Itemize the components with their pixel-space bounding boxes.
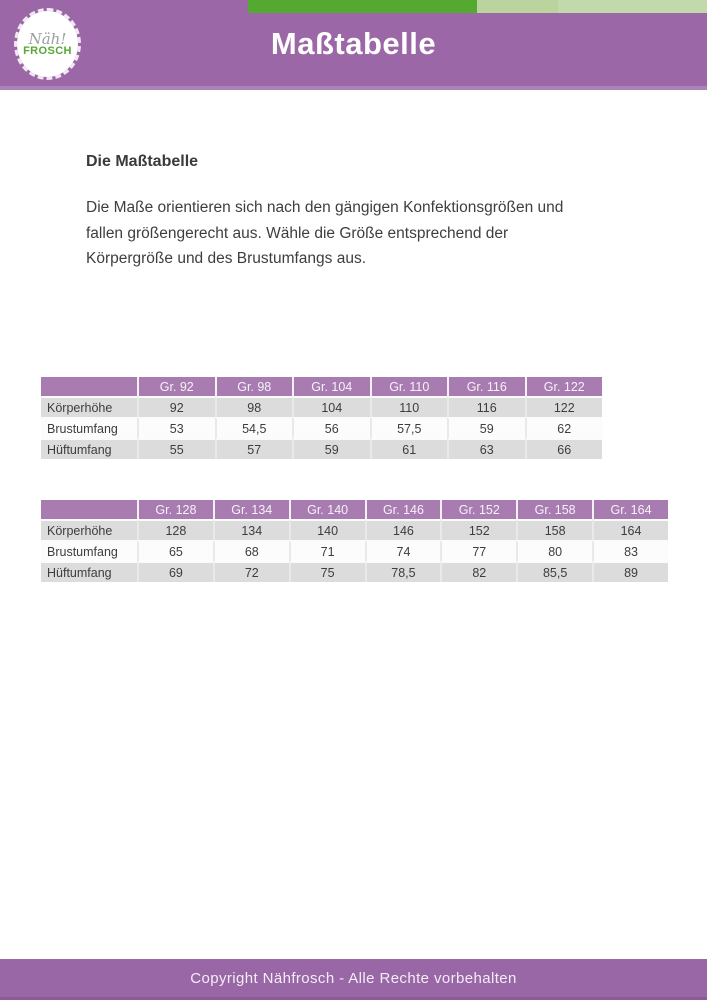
logo-script-text: Näh!	[28, 29, 67, 48]
intro-paragraph: Die Maße orientieren sich nach den gängigen Konfektionsgrößen und fallen größengerecht aus. Wähle die Größe entsprechend der Körpergröße und des Brustumfangs aus.	[86, 199, 564, 267]
measure-cell: 57,5	[370, 417, 448, 438]
page-header	[0, 0, 707, 86]
measure-cell: 59	[447, 417, 525, 438]
row-label: Brustumfang	[41, 540, 137, 561]
measure-cell: 54,5	[215, 417, 293, 438]
size-column-header: Gr. 110	[370, 377, 448, 396]
size-column-header: Gr. 104	[292, 377, 370, 396]
page-title: Maßtabelle	[270, 26, 437, 61]
size-column-header: Gr. 122	[525, 377, 603, 396]
size-column-header: Gr. 158	[516, 500, 592, 519]
table-row	[41, 540, 668, 561]
measure-cell: 98	[215, 396, 293, 417]
size-column-header: Gr. 152	[440, 500, 516, 519]
measure-cell: 72	[213, 561, 289, 582]
measure-cell: 61	[370, 438, 448, 459]
size-column-header: Gr. 164	[592, 500, 668, 519]
measure-cell: 89	[592, 561, 668, 582]
measure-cell: 77	[440, 540, 516, 561]
measure-cell: 158	[516, 519, 592, 540]
copyright-text: Copyright Nähfrosch - Alle Rechte vorbehalten	[190, 969, 517, 987]
measure-cell: 59	[292, 438, 370, 459]
size-column-header: Gr. 116	[447, 377, 525, 396]
row-label: Körperhöhe	[41, 396, 137, 417]
logo-brand-text: FROSCH	[23, 44, 72, 57]
accent-bar-dark-green	[248, 0, 477, 13]
size-column-header: Gr. 98	[215, 377, 293, 396]
size-column-header: Gr. 128	[137, 500, 213, 519]
row-label: Hüftumfang	[41, 438, 137, 459]
measure-cell: 62	[525, 417, 603, 438]
corner-cell	[41, 377, 137, 396]
section-heading: Die Maßtabelle	[86, 153, 199, 170]
size-table-large	[41, 500, 668, 582]
row-label: Brustumfang	[41, 417, 137, 438]
measure-cell: 82	[440, 561, 516, 582]
measure-cell: 71	[289, 540, 365, 561]
table-row	[41, 396, 602, 417]
measure-cell: 128	[137, 519, 213, 540]
measure-cell: 116	[447, 396, 525, 417]
row-label: Körperhöhe	[41, 519, 137, 540]
measure-cell: 83	[592, 540, 668, 561]
measure-cell: 85,5	[516, 561, 592, 582]
measure-cell: 92	[137, 396, 215, 417]
measure-cell: 75	[289, 561, 365, 582]
measure-cell: 63	[447, 438, 525, 459]
measure-cell: 152	[440, 519, 516, 540]
table-row	[41, 519, 668, 540]
accent-bar-light-green	[477, 0, 558, 13]
measure-cell: 80	[516, 540, 592, 561]
row-label: Hüftumfang	[41, 561, 137, 582]
measure-cell: 53	[137, 417, 215, 438]
measure-cell: 78,5	[365, 561, 441, 582]
size-column-header: Gr. 92	[137, 377, 215, 396]
size-column-header: Gr. 140	[289, 500, 365, 519]
measure-cell: 140	[289, 519, 365, 540]
page-footer	[0, 959, 707, 997]
accent-bar-lighter-green	[558, 0, 707, 13]
measure-cell: 164	[592, 519, 668, 540]
measure-cell: 110	[370, 396, 448, 417]
table-row	[41, 417, 602, 438]
measure-cell: 65	[137, 540, 213, 561]
size-column-header: Gr. 146	[365, 500, 441, 519]
corner-cell	[41, 500, 137, 519]
measure-cell: 68	[213, 540, 289, 561]
size-table-small	[41, 377, 602, 459]
measure-cell: 146	[365, 519, 441, 540]
measure-cell: 56	[292, 417, 370, 438]
header-bottom-strip	[0, 86, 707, 90]
table-row	[41, 438, 602, 459]
measure-cell: 122	[525, 396, 603, 417]
table-row	[41, 561, 668, 582]
measure-cell: 104	[292, 396, 370, 417]
measure-cell: 134	[213, 519, 289, 540]
measure-cell: 69	[137, 561, 213, 582]
measure-cell: 55	[137, 438, 215, 459]
size-column-header: Gr. 134	[213, 500, 289, 519]
table-header-row	[41, 377, 602, 396]
measure-cell: 57	[215, 438, 293, 459]
table-header-row	[41, 500, 668, 519]
measure-cell: 74	[365, 540, 441, 561]
measure-cell: 66	[525, 438, 603, 459]
